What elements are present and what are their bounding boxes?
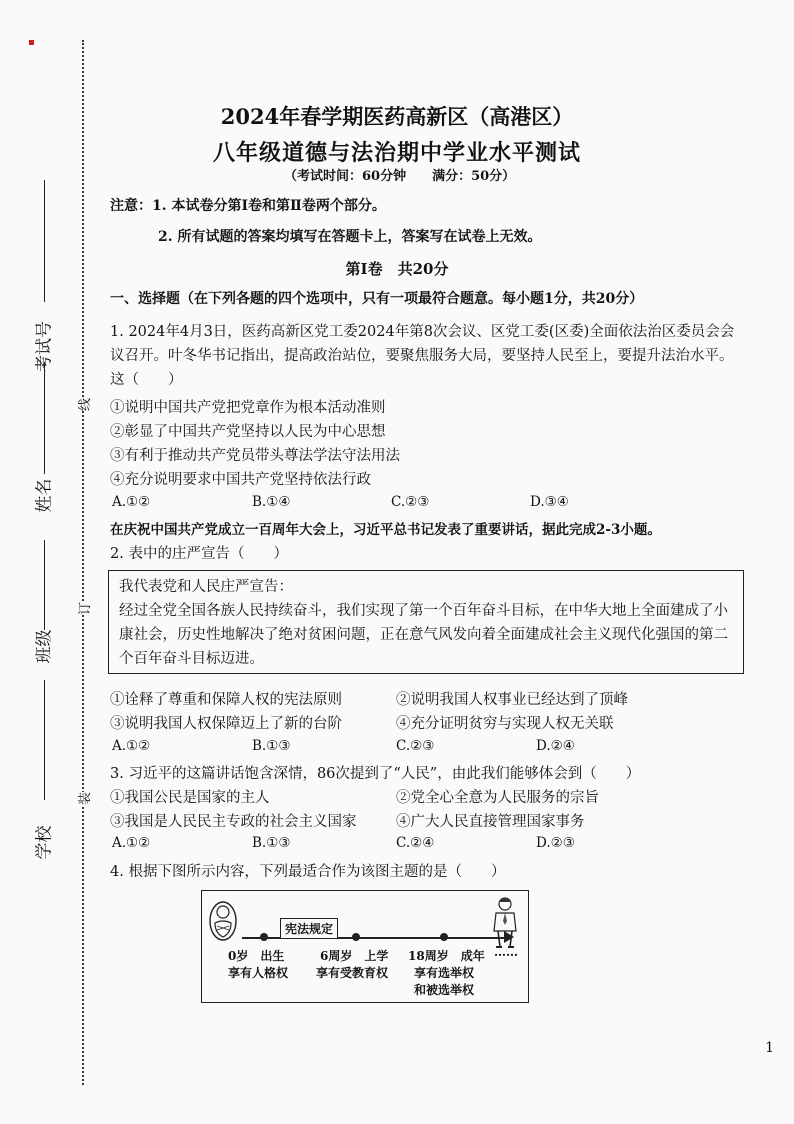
point-18-right: 享有选举权 (414, 966, 475, 980)
school-line (44, 680, 45, 800)
q2-option-b: B.①③ (252, 738, 291, 754)
exam-title-line2: 八年级道德与法治期中学业水平测试 (212, 140, 581, 166)
binding-mark-zhuang: 装 (72, 792, 95, 805)
q2-option-a: A.①② (112, 738, 151, 754)
baby-icon (206, 899, 240, 943)
class-label: 班级 (34, 629, 55, 664)
q1-stem: 1. 2024年4月3日，医药高新区党工委2024年第8次会议、区党工委(区委)全面依法治区委员会会议召开。叶冬华书记指出，提高政治站位，要聚焦服务大局，要坚持人民至上，要提升法治水平。这（ ） (110, 324, 735, 388)
point-18-right-2: 和被选举权 (414, 983, 475, 997)
q3-stem: 3. 习近平的这篇讲话饱含深情，86次提到了“人民”，由此我们能够体会到（ ） (110, 766, 641, 782)
part1-heading: 一、选择题（在下列各题的四个选项中，只有一项最符合题意。每小题1分，共20分） (110, 291, 644, 307)
q3-item-2: ②党全心全意为人民服务的宗旨 (396, 790, 599, 806)
page-number: 1 (765, 1040, 774, 1056)
q3-option-d: D.②③ (536, 835, 575, 851)
q3-item-1: ①我国公民是国家的主人 (110, 790, 270, 806)
timeline-dot-birth (260, 933, 268, 941)
point-6-right: 享有受教育权 (316, 966, 389, 980)
q2-item-1: ①诠释了尊重和保障人权的宪法原则 (110, 692, 342, 708)
q1-item-2: ②彰显了中国共产党坚持以人民为中心思想 (110, 424, 386, 440)
name-label: 姓名 (34, 478, 55, 513)
q1-option-d: D.③④ (530, 494, 569, 510)
notice-2: 2. 所有试题的答案均填写在答题卡上，答案写在试卷上无效。 (158, 229, 542, 245)
exam-number-line (44, 180, 45, 302)
material-intro: 在庆祝中国共产党成立一百周年大会上，习近平总书记发表了重要讲话，据此完成2-3小题。 (110, 522, 661, 538)
q2-option-d: D.②④ (536, 738, 575, 754)
point-birth-right: 享有人格权 (228, 966, 289, 980)
q2-quote-box (108, 570, 744, 674)
q1-item-4: ④充分说明要求中国共产党坚持依法行政 (110, 472, 371, 488)
timeline-dot-18 (440, 933, 448, 941)
school-label: 学校 (34, 825, 55, 860)
binding-dotted-line (82, 40, 84, 1085)
q1-option-a: A.①② (112, 494, 151, 510)
timeline-arrow-icon (504, 931, 514, 943)
q2-item-4: ④充分证明贫穷与实现人权无关联 (396, 716, 614, 732)
point-birth-age: 0岁 出生 (228, 949, 285, 963)
q3-item-3: ③我国是人民民主专政的社会主义国家 (110, 814, 357, 830)
binding-mark-ding: 订 (72, 602, 95, 615)
q2-quote-body: 经过全党全国各族人民持续奋斗，我们实现了第一个百年奋斗目标，在中华大地上全面建成了小康社会，历史性地解决了绝对贫困问题，正在意气风发向着全面建成社会主义现代化强国的第二个百年奋斗目标迈进。 (119, 603, 728, 667)
q2-stem: 2. 表中的庄严宣告（ ） (110, 546, 288, 562)
name-line-top (44, 362, 45, 474)
exam-subtitle: （考试时间：60分钟 满分：50分） (284, 169, 516, 184)
binding-mark-xian: 线 (72, 398, 95, 411)
q1-option-b: B.①④ (252, 494, 291, 510)
q3-item-4: ④广大人民直接管理国家事务 (396, 814, 585, 830)
q1-option-c: C.②③ (391, 494, 430, 510)
q1-item-1: ①说明中国共产党把党章作为根本活动准则 (110, 400, 386, 416)
q4-diagram (201, 890, 529, 1003)
q4-stem: 4. 根据下图所示内容，下列最适合作为该图主题的是（ ） (110, 864, 506, 880)
q3-option-b: B.①③ (252, 835, 291, 851)
corner-mark (29, 40, 34, 45)
q2-quote-line1: 我代表党和人民庄严宣告： (119, 579, 293, 595)
notice-1: 注意：1. 本试卷分第Ⅰ卷和第Ⅱ卷两个部分。 (110, 198, 386, 214)
point-6-age: 6周岁 上学 (320, 949, 389, 963)
exam-title-line1: 2024年春学期医药高新区（高港区） (220, 104, 574, 129)
section-heading: 第Ⅰ卷 共20分 (345, 260, 449, 278)
q3-option-a: A.①② (112, 835, 151, 851)
constitution-tag: 宪法规定 (280, 918, 338, 939)
q3-option-c: C.②④ (396, 835, 435, 851)
exam-number-label: 考试号 (34, 321, 55, 372)
timeline-dot-6 (352, 933, 360, 941)
timeline-ellipsis: …… (494, 945, 518, 959)
q2-item-2: ②说明我国人权事业已经达到了顶峰 (396, 692, 628, 708)
q1-item-3: ③有利于推动共产党员带头尊法学法守法用法 (110, 448, 400, 464)
point-18-age: 18周岁 成年 (408, 949, 485, 963)
q2-item-3: ③说明我国人权保障迈上了新的台阶 (110, 716, 342, 732)
q2-option-c: C.②③ (396, 738, 435, 754)
